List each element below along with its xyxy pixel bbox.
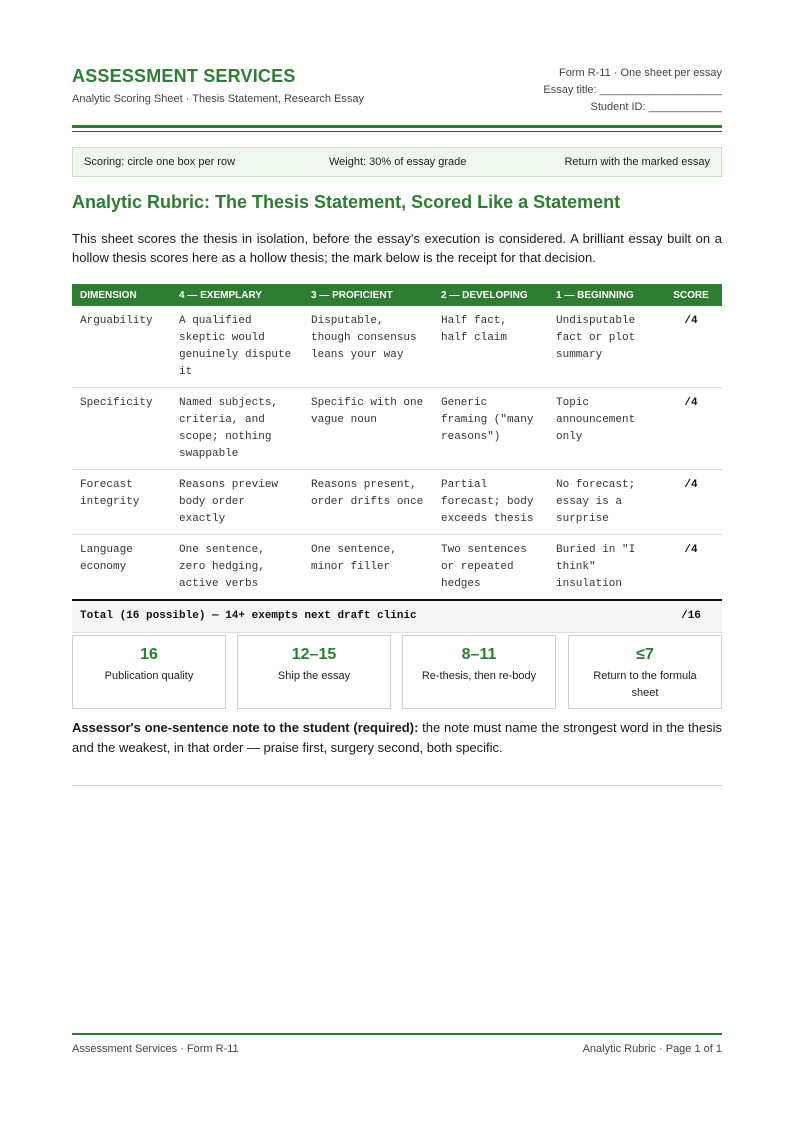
exemplary-cell[interactable]: A qualified skeptic would genuinely dispute it <box>171 306 303 388</box>
dimension-cell: Specificity <box>72 388 171 470</box>
proficient-cell[interactable]: Specific with one vague noun <box>303 388 433 470</box>
dimension-cell: Language economy <box>72 535 171 601</box>
footer-right: Analytic Rubric · Page 1 of 1 <box>582 1043 722 1055</box>
band-label: Re-thesis, then re-body <box>421 670 537 682</box>
total-row <box>72 600 722 633</box>
score-cell[interactable]: /4 <box>660 388 722 470</box>
rubric-title: Analytic Rubric: The Thesis Statement, Scored Like a Statement <box>72 192 621 212</box>
form-meta-block <box>543 65 722 116</box>
band-card <box>568 635 722 709</box>
dimension-cell: Arguability <box>72 306 171 388</box>
rubric-row-arguability <box>72 306 722 388</box>
developing-cell[interactable]: Half fact, half claim <box>433 306 548 388</box>
scoring-info-bar <box>72 147 722 177</box>
band-label: Ship the essay <box>277 670 351 682</box>
exemplary-cell[interactable]: Reasons preview body order exactly <box>171 470 303 535</box>
intro-paragraph: This sheet scores the thesis in isolation, before the essay's execution is considered. A brilliant essay built on a hollow thesis scores here as a hollow thesis; the mark below is the receipt for that decision. <box>72 231 722 265</box>
band-range: ≤7 <box>636 646 654 663</box>
proficient-cell[interactable]: Disputable, though consensus leans your way <box>303 306 433 388</box>
scoring-instruction: Scoring: circle one box per row <box>84 156 236 168</box>
proficient-cell[interactable]: Reasons present, order drifts once <box>303 470 433 535</box>
beginning-cell[interactable]: Undisputable fact or plot summary <box>548 306 660 388</box>
score-cell[interactable]: /4 <box>660 306 722 388</box>
column-header-beginning: 1 — BEGINNING <box>548 284 660 306</box>
total-label: Total (16 possible) — 14+ exempts next draft clinic <box>72 600 660 633</box>
column-header-developing: 2 — DEVELOPING <box>433 284 548 306</box>
document-subtitle: Analytic Scoring Sheet · Thesis Statement, Research Essay <box>72 93 365 105</box>
score-cell[interactable]: /4 <box>660 470 722 535</box>
organization-name: ASSESSMENT SERVICES <box>72 66 296 86</box>
scoring-sheet-page <box>72 0 722 1123</box>
column-header-exemplary: 4 — EXEMPLARY <box>171 284 303 306</box>
return-instruction: Return with the marked essay <box>564 156 710 168</box>
band-card <box>237 635 391 709</box>
note-rule <box>72 785 722 786</box>
rubric-row-language-economy <box>72 535 722 601</box>
beginning-cell[interactable]: Topic announcement only <box>548 388 660 470</box>
rubric-table <box>72 284 722 633</box>
footer-left: Assessment Services · Form R-11 <box>72 1043 239 1055</box>
beginning-cell[interactable]: No forecast; essay is a surprise <box>548 470 660 535</box>
weight-info: Weight: 30% of essay grade <box>329 156 467 168</box>
band-card <box>72 635 226 709</box>
column-header-score: SCORE <box>660 284 722 306</box>
form-number-line: Form R-11 · One sheet per essay <box>558 67 722 79</box>
dimension-cell: Forecast integrity <box>72 470 171 535</box>
band-label: Return to the formula sheet <box>593 670 697 699</box>
band-range: 16 <box>140 646 158 663</box>
column-header-proficient: 3 — PROFICIENT <box>303 284 433 306</box>
total-score-cell[interactable]: /16 <box>660 600 722 633</box>
band-card <box>402 635 556 709</box>
score-cell[interactable]: /4 <box>660 535 722 601</box>
developing-cell[interactable]: Two sentences or repeated hedges <box>433 535 548 601</box>
band-label: Publication quality <box>104 670 194 682</box>
assessor-note-text: the note must name the strongest word in the thesis and the weakest, in that order — praise first, surgery second, both specific. <box>72 720 722 755</box>
developing-cell[interactable]: Generic framing ("many reasons") <box>433 388 548 470</box>
developing-cell[interactable]: Partial forecast; body exceeds thesis <box>433 470 548 535</box>
score-bands <box>72 635 722 709</box>
exemplary-cell[interactable]: One sentence, zero hedging, active verbs <box>171 535 303 601</box>
exemplary-cell[interactable]: Named subjects, criteria, and scope; nothing swappable <box>171 388 303 470</box>
band-range: 12–15 <box>291 646 337 663</box>
beginning-cell[interactable]: Buried in "I think" insulation <box>548 535 660 601</box>
footer-rule <box>72 1033 722 1035</box>
document-header <box>72 64 722 124</box>
proficient-cell[interactable]: One sentence, minor filler <box>303 535 433 601</box>
header-rule-red <box>72 131 722 132</box>
rubric-header-row <box>72 284 722 306</box>
column-header-dimension: DIMENSION <box>72 284 171 306</box>
assessor-note-lead: Assessor's one-sentence note to the student (required): <box>72 720 419 735</box>
header-rule-green <box>72 125 722 128</box>
band-range: 8–11 <box>461 646 497 663</box>
student-id-field[interactable]: Student ID: ____________ <box>590 101 722 113</box>
rubric-row-specificity <box>72 388 722 470</box>
essay-title-field[interactable]: Essay title: ____________________ <box>543 84 722 96</box>
rubric-row-forecast-integrity <box>72 470 722 535</box>
assessor-note <box>72 718 722 758</box>
